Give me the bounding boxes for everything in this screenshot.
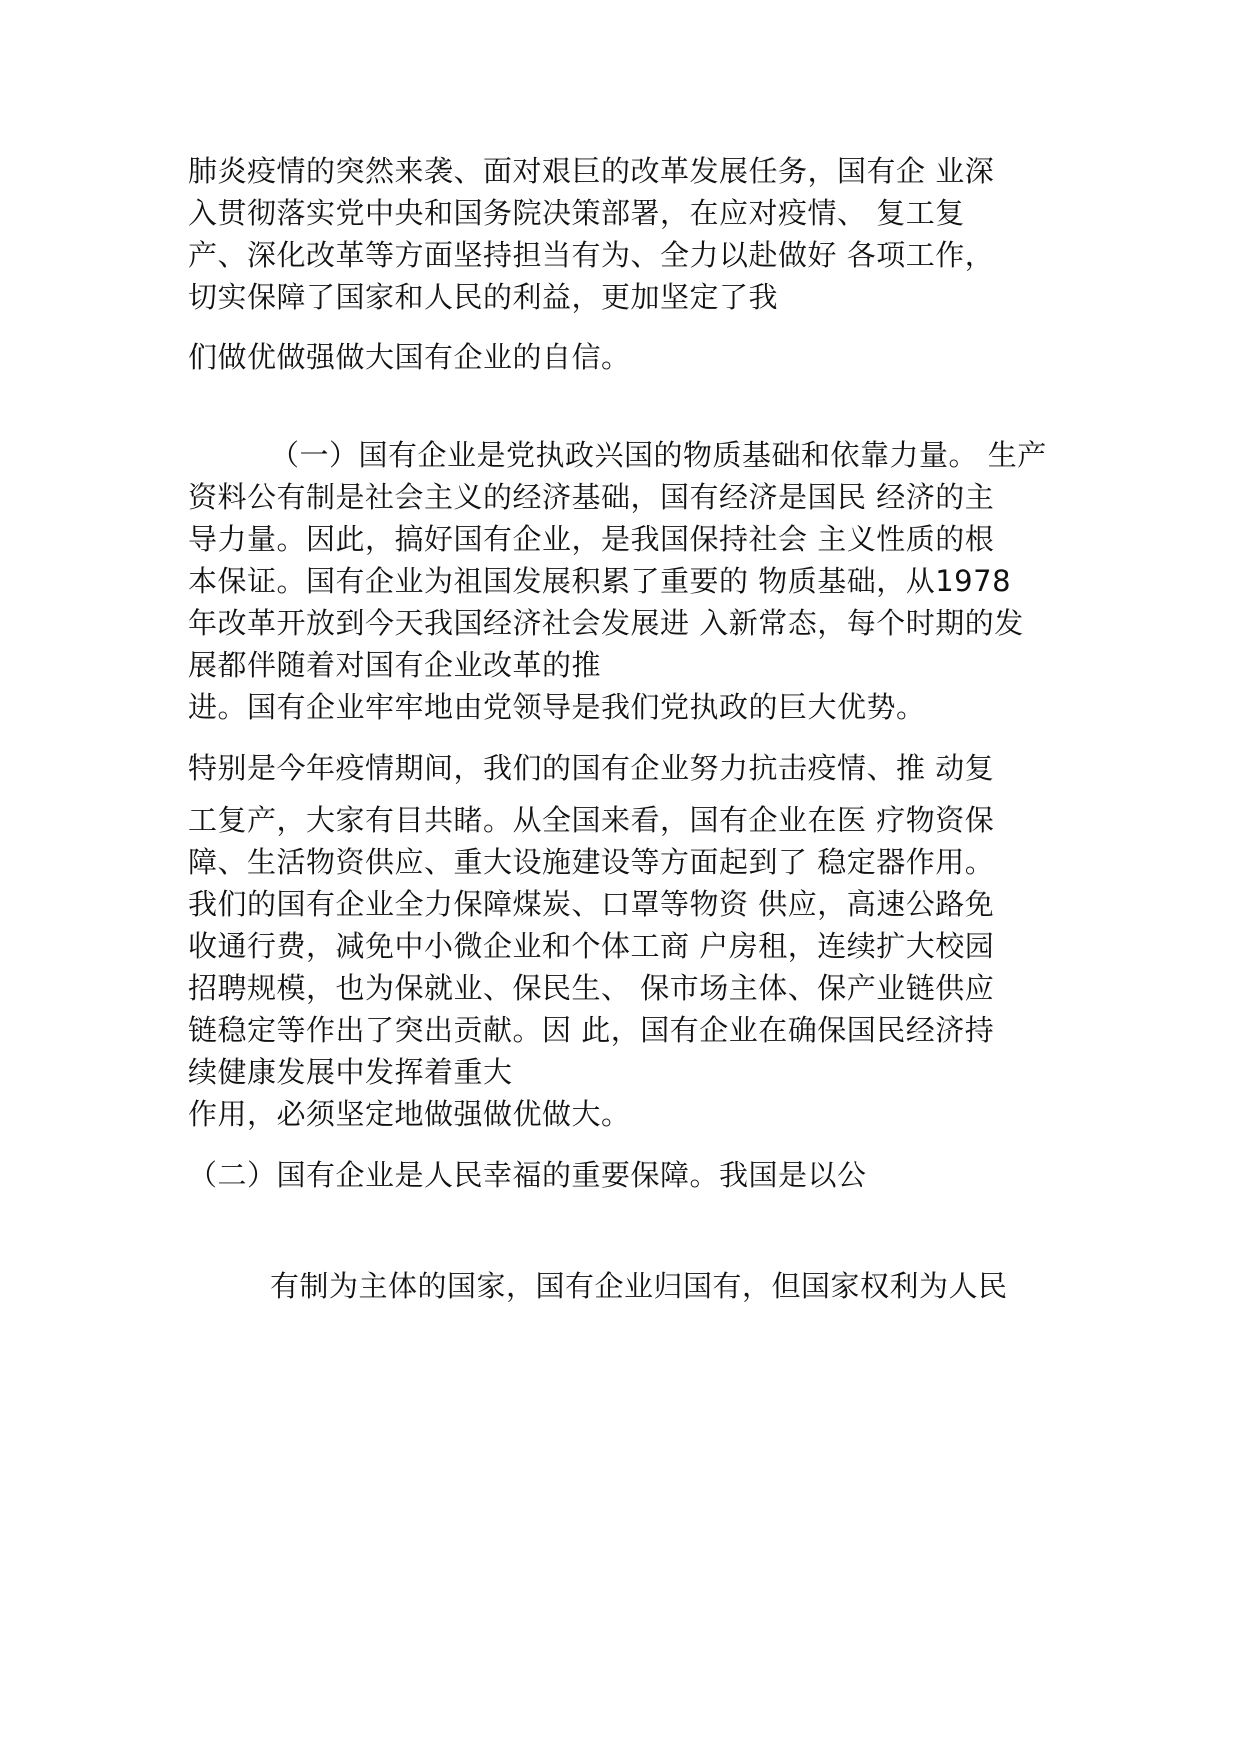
text-line: 导力量。因此，搞好国有企业，是我国保持社会 主义性质的根 (188, 522, 995, 556)
text-line: 障、生活物资供应、重大设施建设等方面起到了 稳定器作用。 (188, 845, 995, 879)
section-heading-2: 有制为主体的国家，国有企业归国有，但国家权利为人民 (270, 1269, 1008, 1303)
text-line: 续健康发展中发挥着重大 (188, 1055, 513, 1089)
text-line: 招聘规模，也为保就业、保民生、 保市场主体、保产业链供应 (188, 971, 995, 1005)
text-line: 入贯彻落实党中央和国务院决策部署，在应对疫情、 复工复 (188, 196, 965, 230)
text-line: 资料公有制是社会主义的经济基础，国有经济是国民 经济的主 (188, 480, 995, 514)
text-line: 收通行费，减免中小微企业和个体工商 户房租，连续扩大校园 (188, 929, 995, 963)
text-line: 本保证。国有企业为祖国发展积累了重要的 物质基础，从1978 (188, 564, 1012, 598)
text-line: 作用，必须坚定地做强做优做大。 (188, 1097, 631, 1131)
text-line: 肺炎疫情的突然来袭、面对艰巨的改革发展任务，国有企 业深 (188, 154, 995, 188)
text-line: 工复产，大家有目共睹。从全国来看，国有企业在医 疗物资保 (188, 803, 995, 837)
text-line: 展都伴随着对国有企业改革的推 (188, 648, 602, 682)
text-line: （二）国有企业是人民幸福的重要保障。我国是以公 (188, 1158, 867, 1192)
text-line: 我们的国有企业全力保障煤炭、口罩等物资 供应，高速公路免 (188, 887, 995, 921)
text-line: 切实保障了国家和人民的利益，更加坚定了我 (188, 280, 779, 314)
text-line: 进。国有企业牢牢地由党领导是我们党执政的巨大优势。 (188, 690, 926, 724)
text-line: 链稳定等作出了突出贡献。因 此，国有企业在确保国民经济持 (188, 1013, 995, 1047)
text-line: 特别是今年疫情期间，我们的国有企业努力抗击疫情、推 动复 (188, 751, 995, 785)
text-line: 们做优做强做大国有企业的自信。 (188, 340, 631, 374)
text-line: 年改革开放到今天我国经济社会发展进 入新常态，每个时期的发 (188, 606, 1024, 640)
text-line: 产、深化改革等方面坚持担当有为、全力以赴做好 各项工作， (188, 238, 995, 272)
section-heading-1: （一）国有企业是党执政兴国的物质基础和依靠力量。 生产 (270, 438, 1047, 472)
